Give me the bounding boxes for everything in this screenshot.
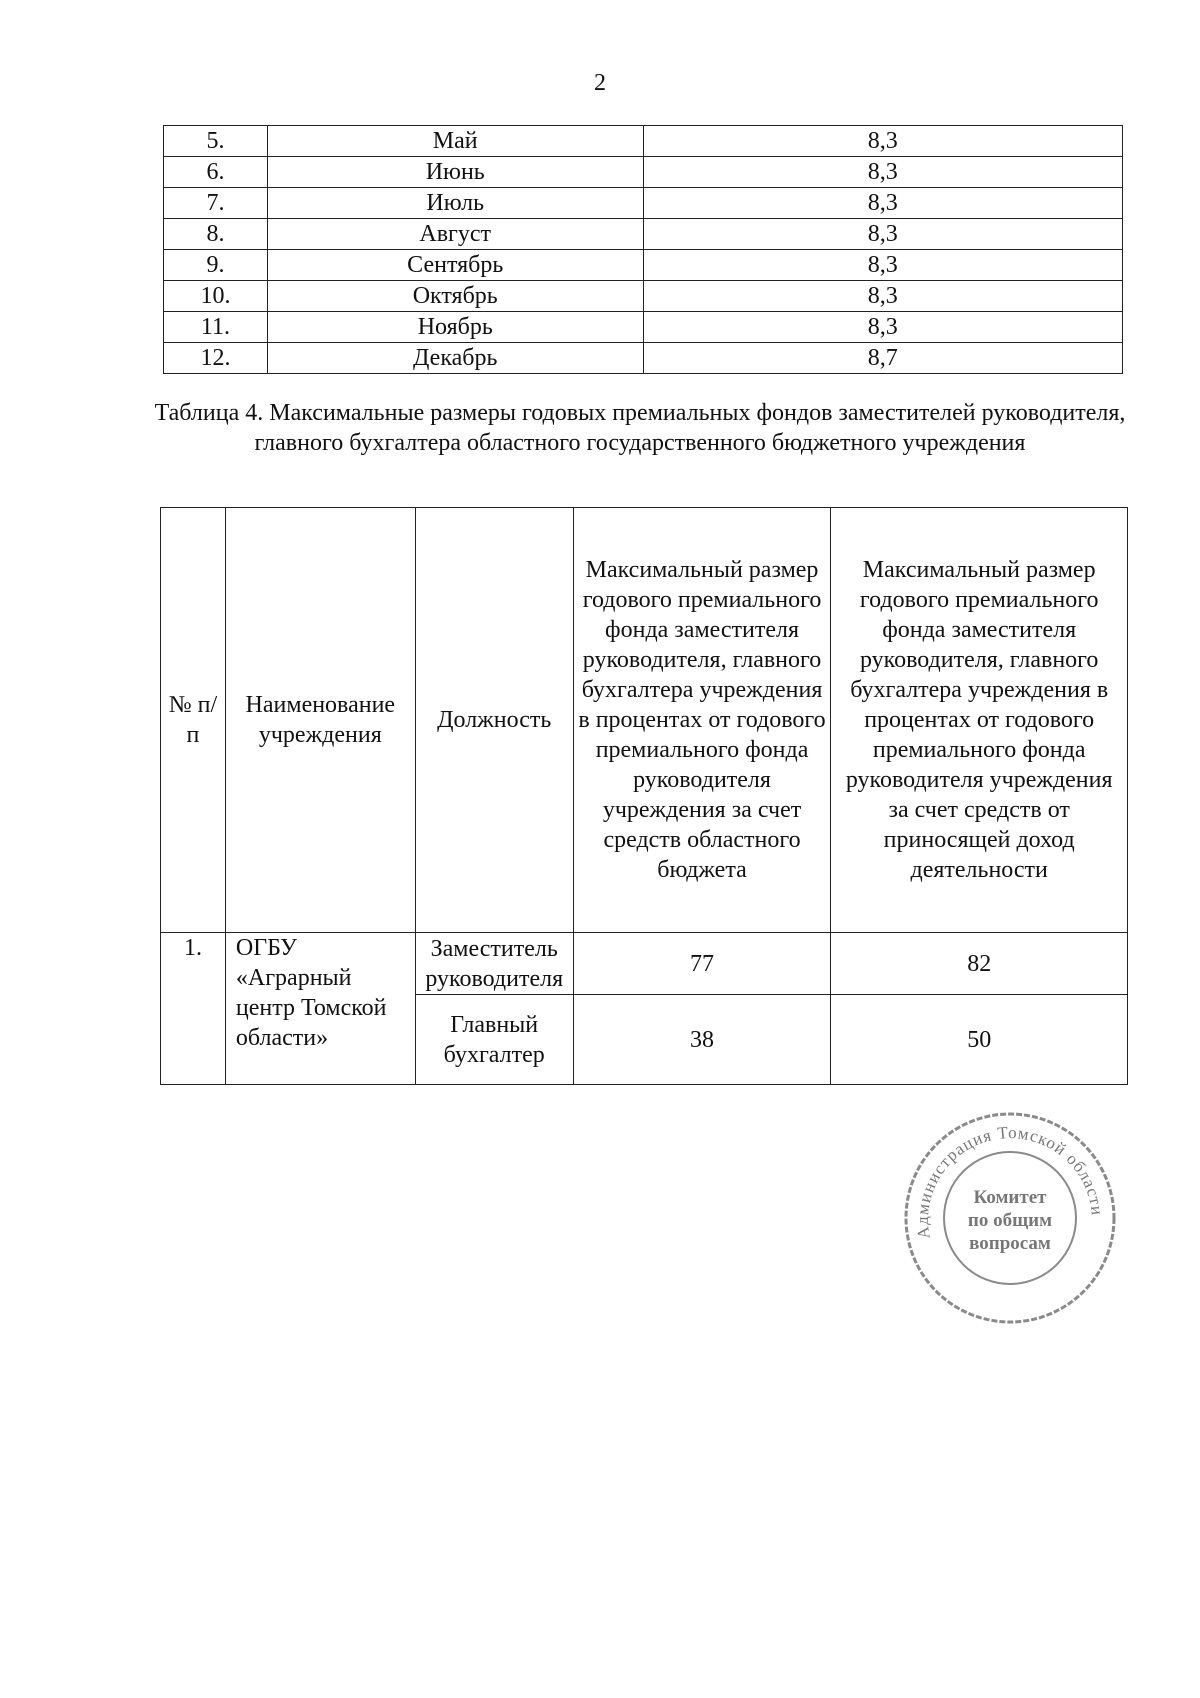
row-month: Июль <box>267 188 643 219</box>
row-value: 8,3 <box>643 126 1122 157</box>
row-value: 8,3 <box>643 157 1122 188</box>
row-num: 8. <box>164 219 268 250</box>
row-num: 11. <box>164 312 268 343</box>
row-institution-name: ОГБУ «Аграрный центр Томской области» <box>225 933 415 1085</box>
row-num: 7. <box>164 188 268 219</box>
row-num: 12. <box>164 343 268 374</box>
months-table-row <box>164 250 1123 281</box>
months-table-row <box>164 281 1123 312</box>
row-month: Август <box>267 219 643 250</box>
header-income-pct: Максимальный размер годового премиального фонда заместителя руководителя, главного бухгалтера учреждения в процентах от годового премиального фонда руководителя учреждения за счет средств от приносящей доход деятельности <box>831 508 1128 933</box>
months-table-row <box>164 219 1123 250</box>
months-table-row <box>164 126 1123 157</box>
row-num: 6. <box>164 157 268 188</box>
table4 <box>160 507 1128 1085</box>
row-value: 8,7 <box>643 343 1122 374</box>
row-num: 9. <box>164 250 268 281</box>
months-table <box>163 125 1123 374</box>
months-table-row <box>164 343 1123 374</box>
row-month: Октябрь <box>267 281 643 312</box>
table4-caption: Таблица 4. Максимальные размеры годовых премиальных фондов заместителей руководителя, главного бухгалтера областного государственного бюджетного учреждения <box>154 400 1126 456</box>
header-num: № п/п <box>161 508 226 933</box>
page-number: 2 <box>594 70 606 96</box>
stamp-line-3: вопросам <box>969 1233 1051 1254</box>
row-month: Июнь <box>267 157 643 188</box>
stamp-line-2: по общим <box>967 1210 1053 1231</box>
row-month: Май <box>267 126 643 157</box>
header-budget-pct: Максимальный размер годового премиального фонда заместителя руководителя, главного бухгалтера учреждения в процентах от годового премиального фонда руководителя учреждения за счет средств областного бюджета <box>573 508 831 933</box>
months-table-row <box>164 312 1123 343</box>
row-value: 8,3 <box>643 250 1122 281</box>
row-income-pct: 50 <box>831 995 1128 1085</box>
row-position: Заместитель руководителя <box>415 933 573 995</box>
row-position: Главный бухгалтер <box>415 995 573 1085</box>
row-month: Сентябрь <box>267 250 643 281</box>
row-num: 1. <box>161 933 226 1085</box>
row-num: 5. <box>164 126 268 157</box>
row-budget-pct: 38 <box>573 995 831 1085</box>
row-value: 8,3 <box>643 188 1122 219</box>
months-table-row <box>164 157 1123 188</box>
stamp-line-1: Комитет <box>973 1187 1047 1208</box>
official-stamp <box>900 1108 1120 1328</box>
row-value: 8,3 <box>643 281 1122 312</box>
row-budget-pct: 77 <box>573 933 831 995</box>
stamp-ring-text: Администрация Томской области <box>913 1123 1108 1241</box>
row-income-pct: 82 <box>831 933 1128 995</box>
row-value: 8,3 <box>643 219 1122 250</box>
row-month: Ноябрь <box>267 312 643 343</box>
row-value: 8,3 <box>643 312 1122 343</box>
header-position: Должность <box>415 508 573 933</box>
header-name: Наименование учреждения <box>225 508 415 933</box>
row-num: 10. <box>164 281 268 312</box>
months-table-row <box>164 188 1123 219</box>
row-month: Декабрь <box>267 343 643 374</box>
